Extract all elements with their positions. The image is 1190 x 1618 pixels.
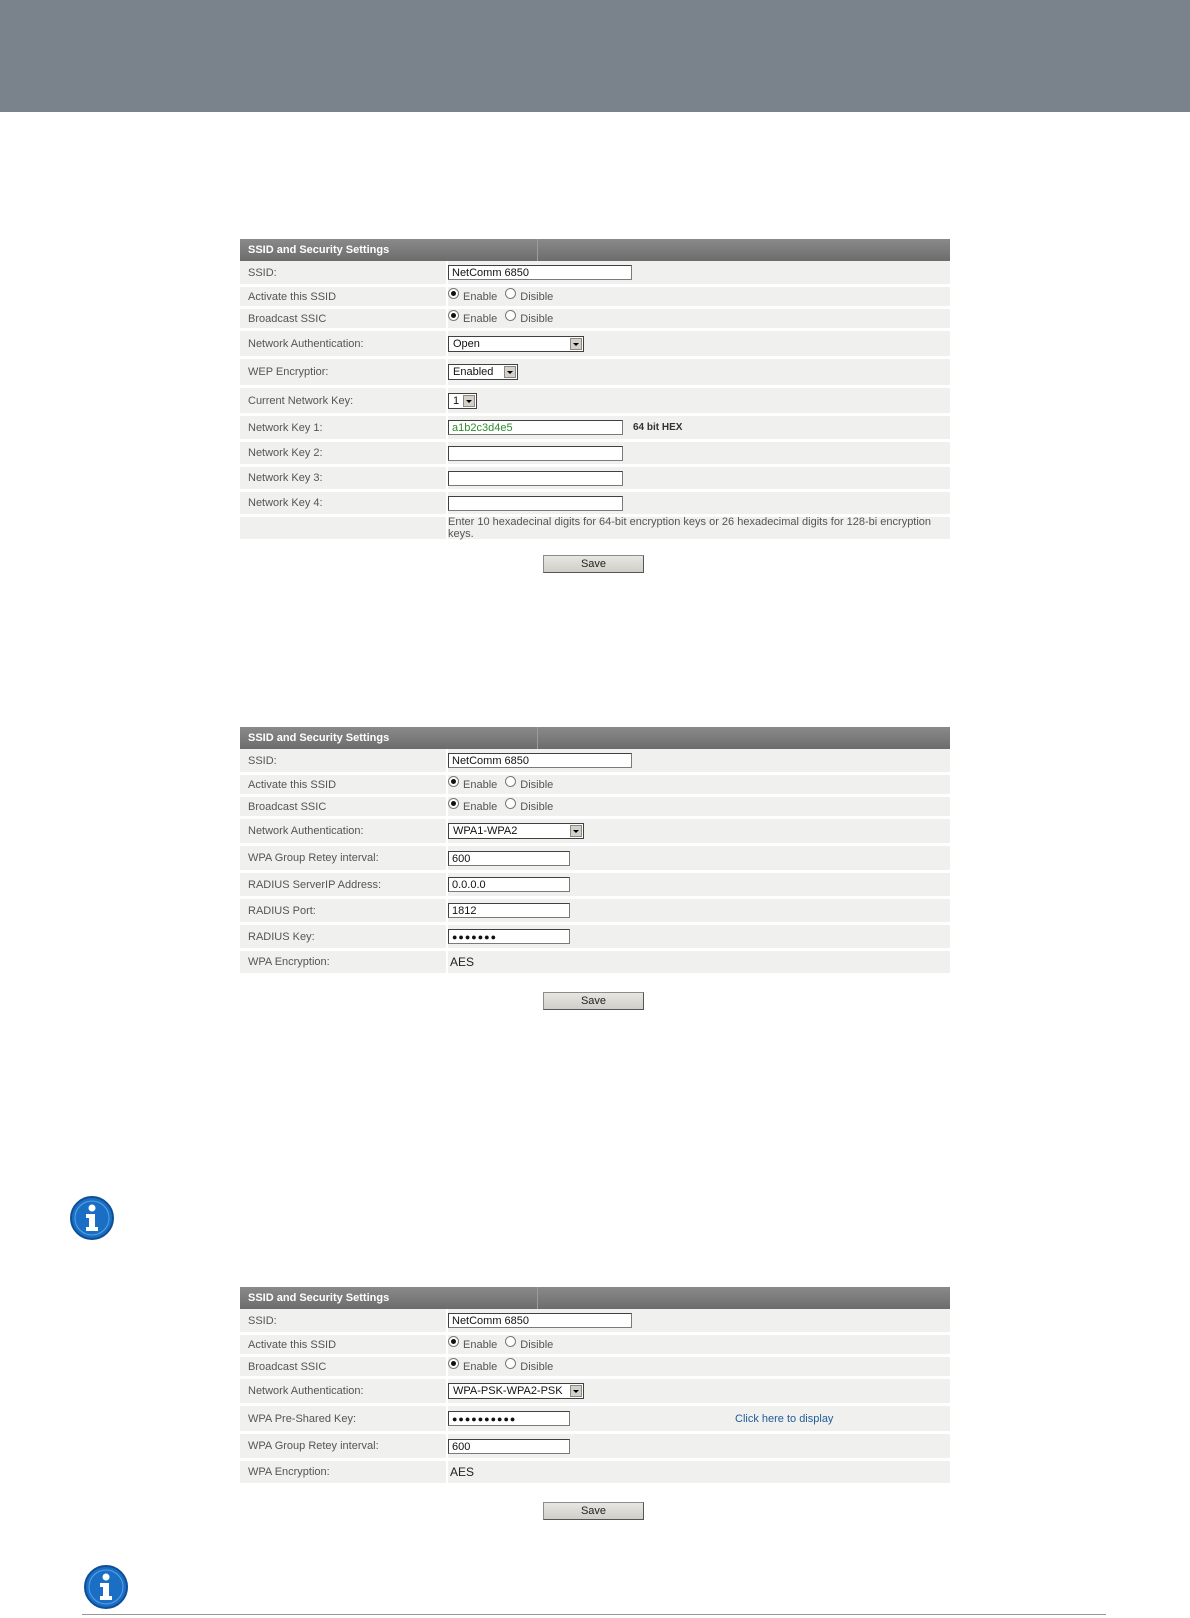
broadcast-ssid-label: Broadcast SSIC xyxy=(240,797,448,816)
network-auth-label: Network Authentication: xyxy=(240,331,448,356)
row-network-key-1 xyxy=(240,416,950,442)
wpa-encryption-value: AES xyxy=(450,1465,475,1479)
row-group-rekey xyxy=(240,1434,950,1461)
broadcast-ssid-label: Broadcast SSIC xyxy=(240,1357,448,1376)
current-key-label: Current Network Key: xyxy=(240,388,448,413)
row-ssid xyxy=(240,1309,950,1335)
ssid-security-panel-wep xyxy=(240,239,950,539)
row-current-key xyxy=(240,388,950,416)
row-network-key-4 xyxy=(240,492,950,517)
network-auth-label: Network Authentication: xyxy=(240,819,448,843)
disable-label: Disible xyxy=(520,778,554,791)
disable-label: Disible xyxy=(520,312,554,325)
radius-key-input[interactable]: ●●●●●●● xyxy=(448,929,570,944)
radius-port-input[interactable]: 1812 xyxy=(448,903,570,918)
footer-divider xyxy=(82,1614,1106,1615)
activate-disable-radio[interactable] xyxy=(505,1336,516,1347)
radius-ip-label: RADIUS ServerIP Address: xyxy=(240,873,448,896)
save-button[interactable]: Save xyxy=(543,1502,644,1520)
row-pre-shared-key xyxy=(240,1406,950,1434)
panel-header xyxy=(240,239,950,261)
chevron-down-icon xyxy=(463,395,475,407)
wep-encryption-label: WEP Encryptior: xyxy=(240,359,448,385)
broadcast-enable-radio[interactable] xyxy=(448,1358,459,1369)
save-button[interactable]: Save xyxy=(543,555,644,573)
ssid-label: SSID: xyxy=(240,261,448,284)
row-ssid xyxy=(240,749,950,775)
wep-encryption-value: Enabled xyxy=(453,366,494,378)
activate-enable-radio[interactable] xyxy=(448,1336,459,1347)
group-rekey-label: WPA Group Retey interval: xyxy=(240,846,448,870)
row-ssid xyxy=(240,261,950,287)
header-divider xyxy=(537,239,538,261)
row-wep-encryption xyxy=(240,359,950,388)
pre-shared-key-input[interactable]: ●●●●●●●●●● xyxy=(448,1411,570,1426)
broadcast-enable-radio[interactable] xyxy=(448,798,459,809)
activate-ssid-label: Activate this SSID xyxy=(240,1335,448,1354)
broadcast-disable-radio[interactable] xyxy=(505,798,516,809)
header-divider xyxy=(537,727,538,749)
key-format-info: 64 bit HEX xyxy=(633,422,683,433)
enable-label: Enable xyxy=(463,312,498,325)
save-button[interactable]: Save xyxy=(543,992,644,1010)
enable-label: Enable xyxy=(463,1338,498,1351)
disable-label: Disible xyxy=(520,800,554,813)
ssid-input[interactable]: NetComm 6850 xyxy=(448,1313,632,1328)
radius-ip-input[interactable]: 0.0.0.0 xyxy=(448,877,570,892)
row-wpa-encryption xyxy=(240,1461,950,1483)
current-key-select[interactable] xyxy=(448,393,477,409)
wep-encryption-select[interactable] xyxy=(448,364,518,380)
network-auth-select[interactable] xyxy=(448,1383,584,1399)
row-radius-port xyxy=(240,899,950,925)
panel-header xyxy=(240,727,950,749)
network-auth-select[interactable] xyxy=(448,823,584,839)
ssid-label: SSID: xyxy=(240,1309,448,1332)
row-hint xyxy=(240,517,950,539)
row-broadcast-ssid xyxy=(240,1357,950,1379)
info-icon xyxy=(83,1564,129,1610)
row-network-auth xyxy=(240,819,950,846)
network-key-3-label: Network Key 3: xyxy=(240,467,448,489)
activate-disable-radio[interactable] xyxy=(505,288,516,299)
panel-header xyxy=(240,1287,950,1309)
panel-title: SSID and Security Settings xyxy=(248,1292,390,1304)
activate-disable-radio[interactable] xyxy=(505,776,516,787)
network-key-4-input[interactable] xyxy=(448,496,623,511)
broadcast-disable-radio[interactable] xyxy=(505,1358,516,1369)
ssid-security-panel-wpa-psk xyxy=(240,1287,950,1483)
enable-label: Enable xyxy=(463,800,498,813)
panel-title: SSID and Security Settings xyxy=(248,732,390,744)
pre-shared-key-label: WPA Pre-Shared Key: xyxy=(240,1406,448,1431)
row-broadcast-ssid xyxy=(240,309,950,331)
network-auth-value: WPA-PSK-WPA2-PSK xyxy=(453,1385,563,1397)
wpa-encryption-label: WPA Encryption: xyxy=(240,1461,448,1483)
row-activate-ssid xyxy=(240,287,950,309)
network-auth-value: Open xyxy=(453,337,480,350)
network-auth-label: Network Authentication: xyxy=(240,1379,448,1403)
enable-label: Enable xyxy=(463,778,498,791)
broadcast-disable-radio[interactable] xyxy=(505,310,516,321)
disable-label: Disible xyxy=(520,1360,554,1373)
radius-port-label: RADIUS Port: xyxy=(240,899,448,922)
header-divider xyxy=(537,1287,538,1309)
broadcast-ssid-label: Broadcast SSIC xyxy=(240,309,448,328)
radius-key-label: RADIUS Key: xyxy=(240,925,448,948)
wpa-encryption-label: WPA Encryption: xyxy=(240,951,448,973)
group-rekey-input[interactable]: 600 xyxy=(448,851,570,866)
chevron-down-icon xyxy=(570,338,582,350)
wpa-encryption-value: AES xyxy=(450,955,475,969)
enable-label: Enable xyxy=(463,1360,498,1373)
current-key-value: 1 xyxy=(453,394,460,407)
chevron-down-icon xyxy=(570,825,582,837)
panel-title: SSID and Security Settings xyxy=(248,244,390,256)
row-activate-ssid xyxy=(240,775,950,797)
chevron-down-icon xyxy=(504,366,516,378)
disable-label: Disible xyxy=(520,290,554,303)
ssid-input[interactable]: NetComm 6850 xyxy=(448,265,632,280)
network-key-2-input[interactable] xyxy=(448,446,623,461)
row-radius-ip xyxy=(240,873,950,899)
row-wpa-encryption xyxy=(240,951,950,973)
activate-enable-radio[interactable] xyxy=(448,776,459,787)
ssid-security-panel-wpa-radius xyxy=(240,727,950,973)
activate-enable-radio[interactable] xyxy=(448,288,459,299)
row-group-rekey xyxy=(240,846,950,873)
broadcast-enable-radio[interactable] xyxy=(448,310,459,321)
ssid-label: SSID: xyxy=(240,749,448,772)
network-key-1-label: Network Key 1: xyxy=(240,416,448,439)
group-rekey-input[interactable]: 600 xyxy=(448,1439,570,1454)
network-key-4-label: Network Key 4: xyxy=(240,492,448,514)
enable-label: Enable xyxy=(463,290,498,303)
group-rekey-label: WPA Group Retey interval: xyxy=(240,1434,448,1458)
row-broadcast-ssid xyxy=(240,797,950,819)
network-key-3-input[interactable] xyxy=(448,471,623,486)
top-banner xyxy=(0,0,1190,112)
row-network-auth xyxy=(240,1379,950,1406)
info-icon xyxy=(69,1195,115,1241)
disable-label: Disible xyxy=(520,1338,554,1351)
row-network-auth xyxy=(240,331,950,359)
chevron-down-icon xyxy=(570,1385,582,1397)
row-network-key-2 xyxy=(240,442,950,467)
network-key-2-label: Network Key 2: xyxy=(240,442,448,464)
network-auth-select[interactable] xyxy=(448,336,584,352)
network-key-1-input[interactable]: a1b2c3d4e5 xyxy=(448,420,623,435)
activate-ssid-label: Activate this SSID xyxy=(240,287,448,306)
row-radius-key xyxy=(240,925,950,951)
row-network-key-3 xyxy=(240,467,950,492)
ssid-input[interactable]: NetComm 6850 xyxy=(448,753,632,768)
network-auth-value: WPA1-WPA2 xyxy=(453,825,518,837)
row-activate-ssid xyxy=(240,1335,950,1357)
display-key-link[interactable]: Click here to display xyxy=(735,1412,834,1425)
hint-label-empty xyxy=(240,517,448,539)
activate-ssid-label: Activate this SSID xyxy=(240,775,448,794)
key-hint-text: Enter 10 hexadecinal digits for 64-bit encryption keys or 26 hexadecimal digits for 128-bi encryption keys. xyxy=(448,516,932,540)
